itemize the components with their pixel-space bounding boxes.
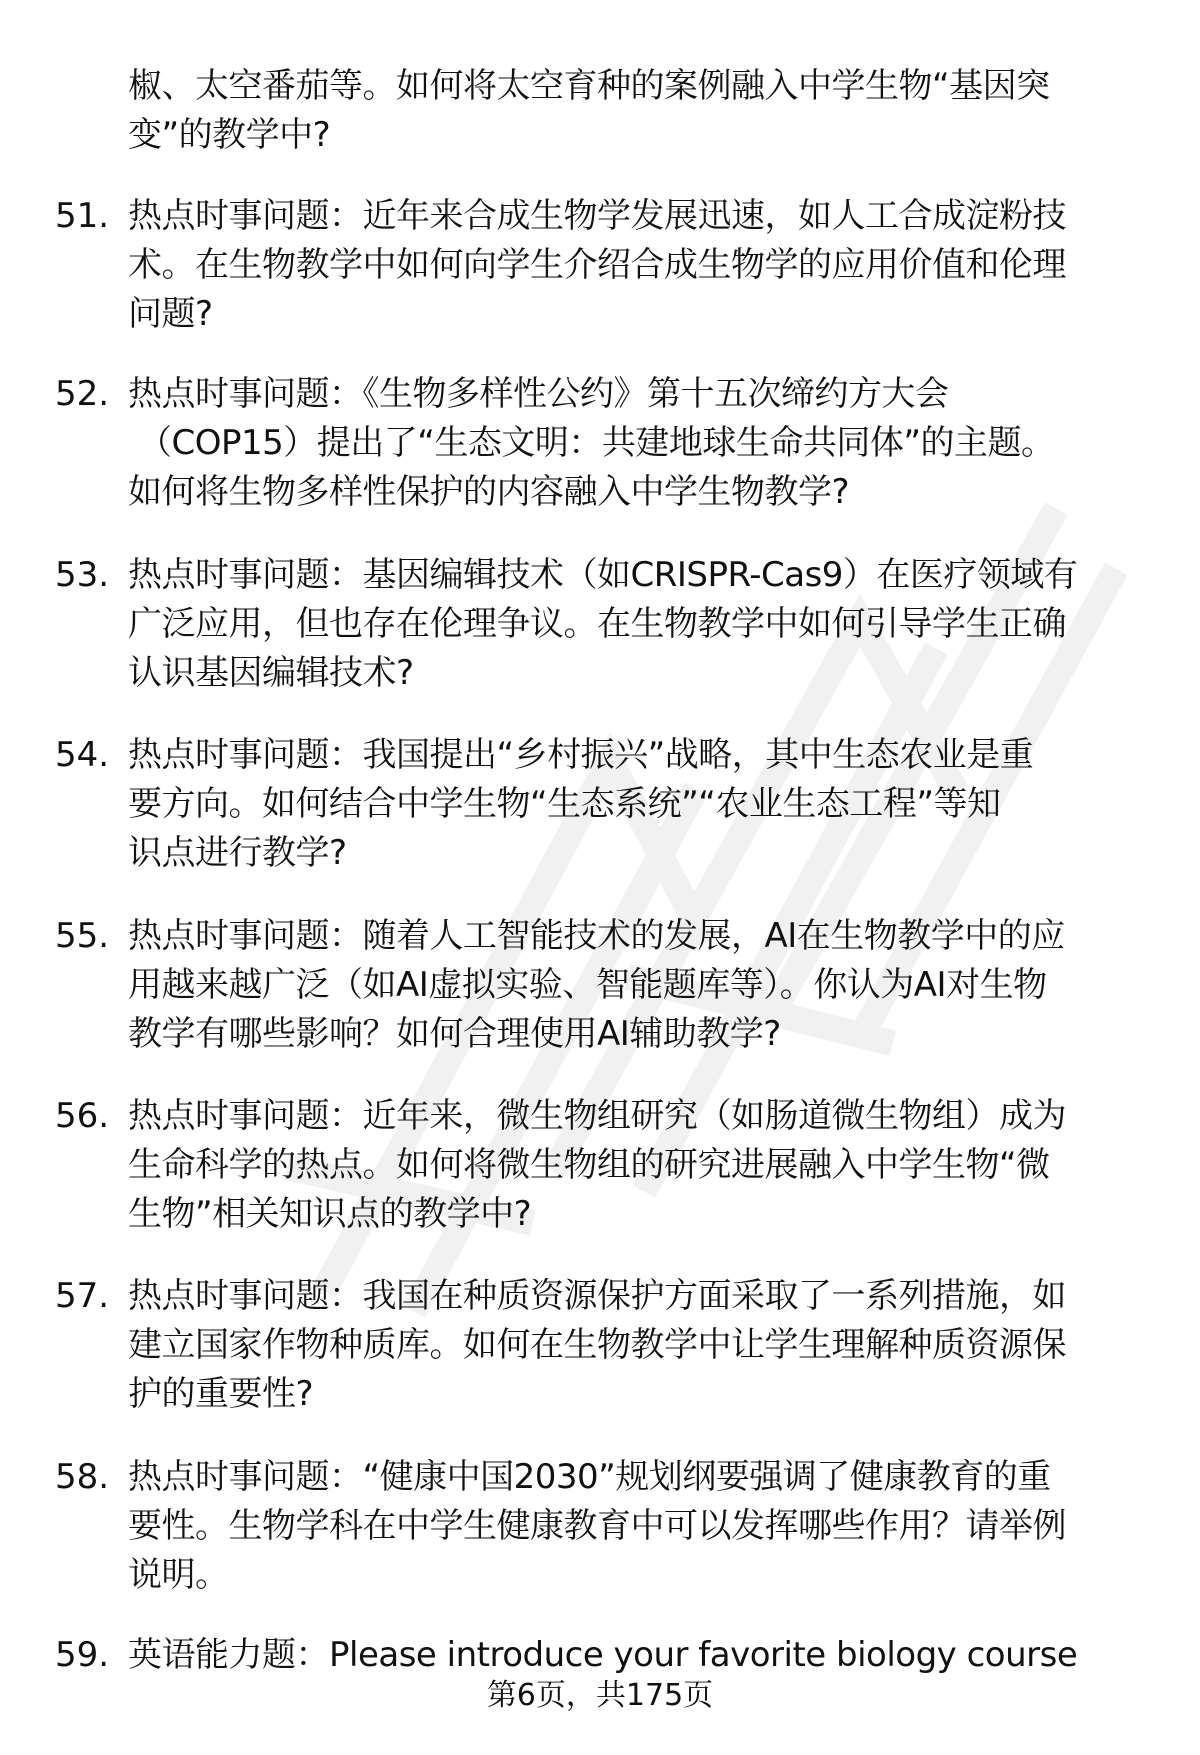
question-text-line: （COP15）提出了“生态文明：共建地球生命共同体”的主题。 — [138, 423, 1055, 463]
question-text-line: 要性。生物学科在中学生健康教育中可以发挥哪些作用？请举例 — [128, 1506, 1066, 1546]
question-text-line: 护的重要性? — [128, 1374, 314, 1414]
page-footer-pagination: 第6页，共175页 — [486, 1678, 714, 1713]
question-number: 58. — [55, 1457, 110, 1497]
question-number: 57. — [55, 1276, 110, 1316]
question-text-line: 生物”相关知识点的教学中? — [128, 1194, 532, 1234]
question-text-line: 术。在生物教学中如何向学生介绍合成生物学的应用价值和伦理 — [128, 245, 1066, 285]
question-text-line: 要方向。如何结合中学生物“生态系统”“农业生态工程”等知 — [128, 784, 1001, 824]
question-number: 55. — [55, 916, 110, 956]
question-text-line: 热点时事问题：基因编辑技术（如CRISPR-Cas9）在医疗领域有 — [128, 555, 1078, 595]
question-text-line: 识点进行教学? — [128, 833, 347, 873]
continued-text-line: 椒、太空番茄等。如何将太空育种的案例融入中学生物“基因突 — [128, 66, 1050, 106]
question-text-line: 热点时事问题：我国在种质资源保护方面采取了一系列措施，如 — [128, 1276, 1066, 1316]
question-text-line: 热点时事问题：近年来合成生物学发展迅速，如人工合成淀粉技 — [128, 196, 1066, 236]
question-number: 52. — [55, 374, 110, 414]
question-text-line: 问题? — [128, 294, 213, 334]
question-text-line: 建立国家作物种质库。如何在生物教学中让学生理解种质资源保 — [128, 1325, 1066, 1365]
question-text-line: 热点时事问题：随着人工智能技术的发展，AI在生物教学中的应 — [128, 916, 1065, 956]
question-text-line: 如何将生物多样性保护的内容融入中学生物教学? — [128, 472, 850, 512]
question-text-line: 热点时事问题：我国提出“乡村振兴”战略，其中生态农业是重 — [128, 735, 1034, 775]
question-number: 54. — [55, 735, 110, 775]
question-number: 51. — [55, 196, 110, 236]
question-text-line: 热点时事问题：“健康中国2030”规划纲要强调了健康教育的重 — [128, 1457, 1051, 1497]
continued-text-line: 变”的教学中? — [128, 115, 331, 155]
question-text-line: 广泛应用，但也存在伦理争议。在生物教学中如何引导学生正确 — [128, 604, 1066, 644]
question-number: 56. — [55, 1096, 110, 1136]
question-text-line: 教学有哪些影响？如何合理使用AI辅助教学? — [128, 1014, 781, 1054]
question-number: 53. — [55, 555, 110, 595]
question-number: 59. — [55, 1635, 110, 1675]
question-text-line: 生命科学的热点。如何将微生物组的研究进展融入中学生物“微 — [128, 1145, 1050, 1185]
question-text-line: 认识基因编辑技术? — [128, 653, 414, 693]
question-text-line: 热点时事问题：《生物多样性公约》第十五次缔约方大会 — [128, 374, 949, 414]
question-text-line: 用越来越广泛（如AI虚拟实验、智能题库等）。你认为AI对生物 — [128, 965, 1047, 1005]
question-text-line: 说明。 — [128, 1555, 229, 1595]
question-text-line: 英语能力题：Please introduce your favorite biology course — [128, 1635, 1078, 1675]
question-text-line: 热点时事问题：近年来，微生物组研究（如肠道微生物组）成为 — [128, 1096, 1066, 1136]
